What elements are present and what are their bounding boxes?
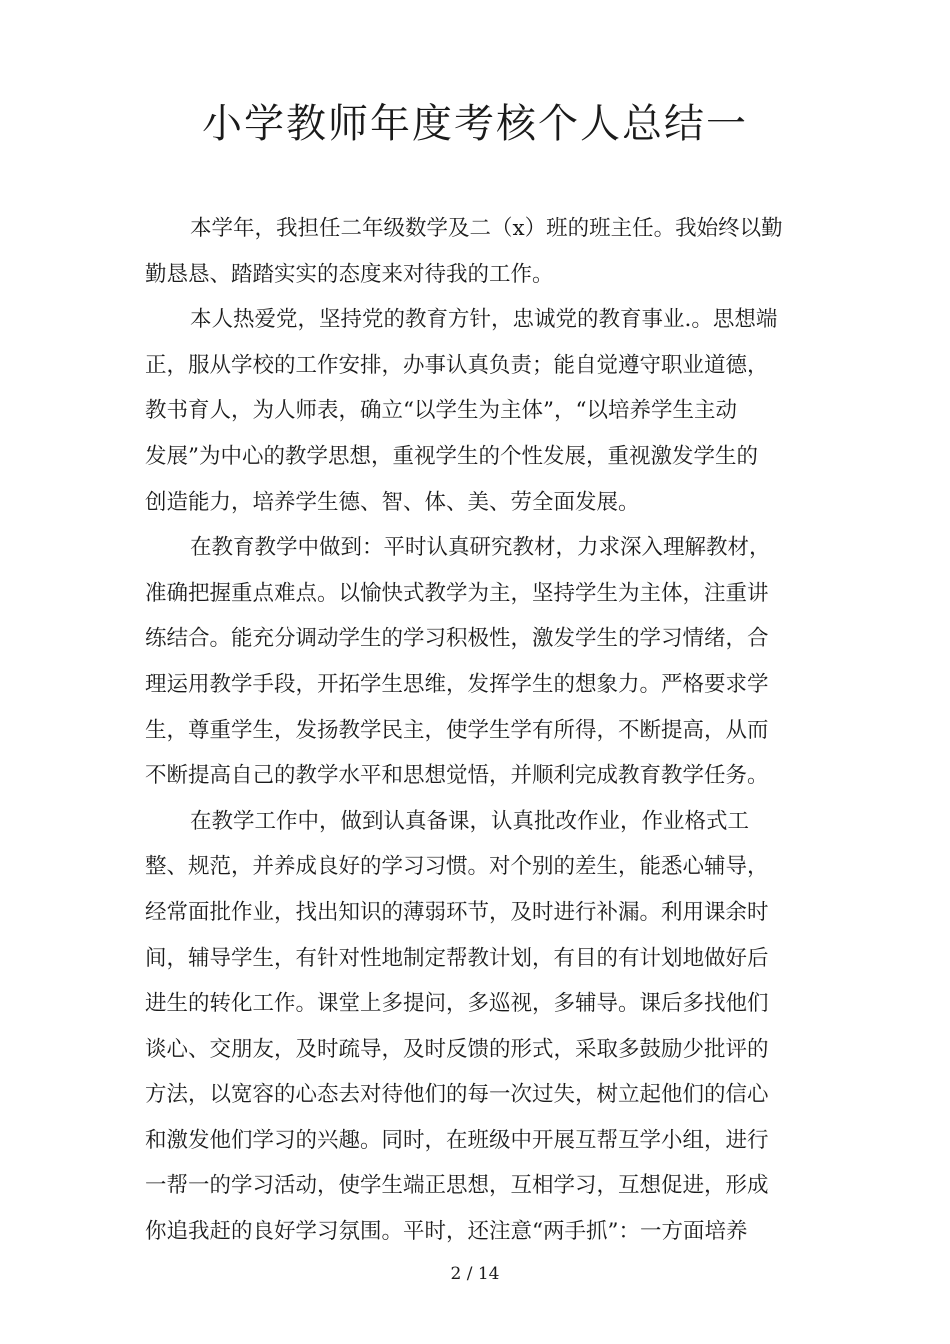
text-line: 整、规范，并养成良好的学习习惯。对个别的差生，能悉心辅导，: [145, 854, 769, 880]
text-line: 勤恳恳、踏踏实实的态度来对待我的工作。: [145, 261, 554, 287]
text-line: 本人热爱党，坚持党的教育方针，忠诚党的教育事业.。思想端: [190, 307, 778, 333]
text-line: 不断提高自己的教学水平和思想觉悟，并顺利完成教育教学任务。: [145, 763, 769, 789]
text-line: 谈心、交朋友，及时疏导，及时反馈的形式，采取多鼓励少批评的: [145, 1036, 769, 1062]
text-line: 本学年，我担任二年级数学及二（x）班的班主任。我始终以勤: [190, 216, 783, 241]
document-body: [145, 206, 805, 1255]
text-line: 间，辅导学生，有针对性地制定帮教计划，有目的有计划地做好后: [145, 945, 769, 971]
page-number: 2 / 14: [450, 1264, 500, 1284]
text-line: 在教学工作中，做到认真备课，认真批改作业，作业格式工: [190, 808, 750, 834]
text-line: 一帮一的学习活动，使学生端正思想，互相学习，互想促进，形成: [145, 1173, 769, 1199]
text-line: 进生的转化工作。课堂上多提问，多巡视，多辅导。课后多找他们: [145, 991, 769, 1017]
text-line: 生，尊重学生，发扬教学民主，使学生学有所得，不断提高，从而: [145, 717, 769, 743]
text-line: 创造能力，培养学生德、智、体、美、劳全面发展。: [145, 489, 640, 515]
text-line: 你追我赶的良好学习氛围。平时，还注意“两手抓”：一方面培养: [145, 1219, 748, 1245]
text-line: 练结合。能充分调动学生的学习积极性，激发学生的学习情绪，合: [145, 626, 769, 652]
text-line: 正，服从学校的工作安排，办事认真负责；能自觉遵守职业道德，: [145, 352, 769, 378]
text-line: 发展”为中心的教学思想，重视学生的个性发展，重视激发学生的: [145, 443, 758, 469]
text-line: 方法，以宽容的心态去对待他们的每一次过失，树立起他们的信心: [145, 1082, 769, 1108]
text-line: 经常面批作业，找出知识的薄弱环节，及时进行补漏。利用课余时: [145, 899, 769, 925]
text-line: 理运用教学手段，开拓学生思维，发挥学生的想象力。严格要求学: [145, 671, 769, 697]
text-line: 和激发他们学习的兴趣。同时，在班级中开展互帮互学小组，进行: [145, 1127, 769, 1153]
document-title: 小学教师年度考核个人总结一: [202, 101, 748, 147]
text-line: 教书育人，为人师表，确立“以学生为主体”，“以培养学生主动: [145, 398, 737, 424]
text-line: 准确把握重点难点。以愉快式教学为主，坚持学生为主体，注重讲: [145, 580, 769, 606]
text-line: 在教育教学中做到：平时认真研究教材，力求深入理解教材，: [190, 535, 771, 561]
